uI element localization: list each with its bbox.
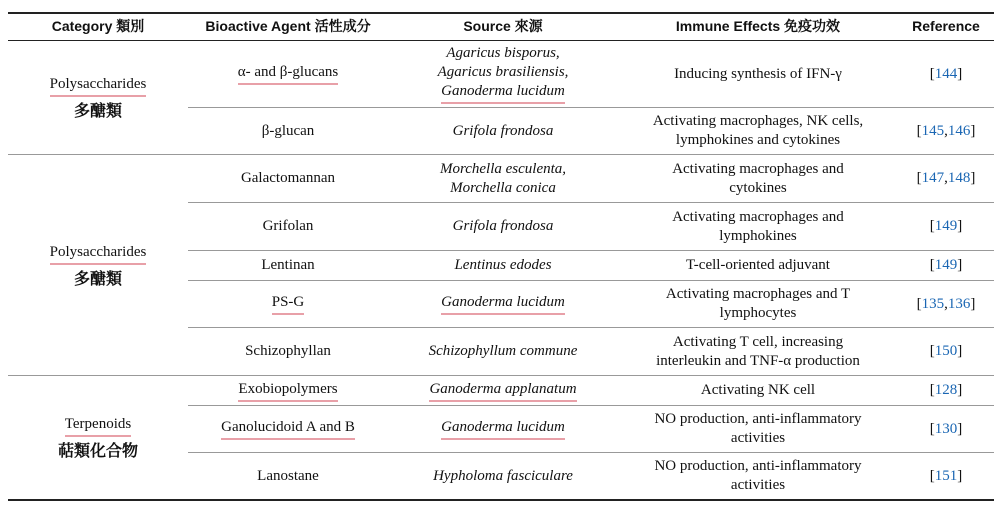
agent-name: Grifolan <box>262 218 314 234</box>
reference-link[interactable]: 151 <box>934 467 958 484</box>
reference-cell: [ 135 , 136 ] <box>916 295 976 312</box>
effects-line: NO production, anti-inflammatory <box>654 458 862 474</box>
reference-cell: [ 128 ] <box>929 382 963 398</box>
agent-name: Ganolucidoid A and B <box>221 418 355 440</box>
agent-cell <box>188 406 388 452</box>
effects-line: Activating T cell, increasing <box>672 333 844 350</box>
agent-cell <box>188 328 388 375</box>
source-cell <box>388 108 618 154</box>
category-name-chinese: 多醣類 <box>73 101 122 120</box>
effects-cell <box>618 281 898 327</box>
reference-link[interactable]: 135 <box>921 295 945 312</box>
effects-line: activities <box>730 477 786 493</box>
effects-cell <box>618 251 898 280</box>
effects-line: activities <box>730 430 786 446</box>
reference-cell: [ 130 ] <box>929 420 963 437</box>
source-line: Hypholoma fasciculare <box>433 467 573 484</box>
source-line: Morchella conica <box>450 179 556 196</box>
effects-cell <box>618 41 898 107</box>
agent-name: α- and β-glucans <box>238 63 338 85</box>
source-line: Ganoderma lucidum <box>441 418 565 440</box>
effects-line: Activating macrophages and T <box>665 286 851 302</box>
source-line: Grifola frondosa <box>452 218 554 234</box>
header-source: Source 來源 <box>463 17 543 34</box>
effects-cell <box>618 328 898 375</box>
agent-cell <box>188 281 388 327</box>
reference-link[interactable]: 148 <box>947 170 971 186</box>
category-cell <box>8 41 188 154</box>
reference-link[interactable]: 130 <box>934 420 958 437</box>
reference-link[interactable]: 150 <box>934 343 958 359</box>
effects-cell <box>618 155 898 202</box>
source-cell <box>388 328 618 375</box>
effects-cell <box>618 108 898 154</box>
effects-line: Activating macrophages and <box>672 208 844 225</box>
effects-line: Activating macrophages and <box>672 160 844 177</box>
source-cell <box>388 376 618 405</box>
source-line: Agaricus brasiliensis, <box>437 64 569 80</box>
source-line: Lentinus edodes <box>454 257 552 273</box>
category-cell <box>8 376 188 499</box>
agent-cell <box>188 108 388 154</box>
header-category: Category 類別 <box>51 17 145 34</box>
reference-link[interactable]: 144 <box>934 65 958 82</box>
reference-link[interactable]: 128 <box>934 382 958 398</box>
reference-link[interactable]: 149 <box>934 218 958 234</box>
agent-name: PS-G <box>272 293 305 315</box>
source-cell <box>388 155 618 202</box>
reference-link[interactable]: 136 <box>947 295 971 312</box>
source-cell <box>388 203 618 250</box>
agent-name: Schizophyllan <box>245 343 331 359</box>
effects-line: lymphocytes <box>719 305 797 321</box>
source-cell <box>388 453 618 499</box>
category-name: Terpenoids <box>65 415 131 437</box>
effects-cell <box>618 203 898 250</box>
agent-name: Galactomannan <box>240 170 336 186</box>
reference-link[interactable]: 149 <box>934 257 958 273</box>
effects-line: lymphokines <box>719 227 797 244</box>
effects-cell <box>618 453 898 499</box>
agent-name: Exobiopolymers <box>238 380 337 402</box>
effects-line: cytokines <box>729 179 787 196</box>
effects-line: lymphokines and cytokines <box>675 132 841 148</box>
header-reference: Reference <box>912 17 980 34</box>
agent-name: β-glucan <box>261 122 315 139</box>
effects-line: Inducing synthesis of IFN-γ <box>674 65 842 82</box>
reference-cell: [ 145 , 146 ] <box>916 122 976 139</box>
source-line: Grifola frondosa <box>452 122 554 139</box>
effects-cell <box>618 376 898 405</box>
agent-name: Lentinan <box>261 257 315 273</box>
agent-cell <box>188 453 388 499</box>
source-cell <box>388 251 618 280</box>
source-cell <box>388 406 618 452</box>
category-cell <box>8 155 188 375</box>
agent-name: Lanostane <box>257 467 319 484</box>
reference-link[interactable]: 146 <box>947 122 971 139</box>
category-name-chinese: 多醣類 <box>73 268 122 288</box>
reference-link[interactable]: 145 <box>921 122 945 139</box>
reference-cell: [ 144 ] <box>929 65 963 82</box>
source-line: Morchella esculenta, <box>439 160 567 177</box>
source-line: Ganoderma lucidum <box>441 82 565 104</box>
source-line: Ganoderma applanatum <box>429 380 576 402</box>
source-line: Ganoderma lucidum <box>441 293 565 315</box>
agent-cell <box>188 155 388 202</box>
agent-cell <box>188 251 388 280</box>
agent-cell <box>188 203 388 250</box>
reference-cell: [ 149 ] <box>929 257 963 273</box>
effects-line: Activating NK cell <box>700 382 816 398</box>
agent-cell <box>188 41 388 107</box>
source-line: Schizophyllum commune <box>428 343 578 359</box>
agent-cell <box>188 376 388 405</box>
reference-cell: [ 151 ] <box>929 467 963 484</box>
effects-line: T-cell-oriented adjuvant <box>686 257 830 273</box>
header-effects: Immune Effects 免疫功效 <box>675 17 841 34</box>
category-name-chinese: 萜類化合物 <box>57 441 138 460</box>
effects-line: Activating macrophages, NK cells, <box>652 113 864 129</box>
reference-cell: [ 147 , 148 ] <box>916 170 976 186</box>
reference-link[interactable]: 147 <box>921 170 945 186</box>
source-cell <box>388 281 618 327</box>
effects-cell <box>618 406 898 452</box>
reference-cell: [ 150 ] <box>929 343 963 359</box>
category-name: Polysaccharides <box>50 75 147 97</box>
source-line: Agaricus bisporus, <box>446 45 560 61</box>
effects-line: interleukin and TNF-α production <box>656 352 860 369</box>
reference-cell: [ 149 ] <box>929 218 963 234</box>
bottom-rule <box>8 499 994 501</box>
immune-effects-table <box>8 12 994 502</box>
effects-line: NO production, anti-inflammatory <box>654 411 862 427</box>
source-cell <box>388 41 618 107</box>
header-agent: Bioactive Agent 活性成分 <box>205 17 371 34</box>
category-name: Polysaccharides <box>50 243 147 265</box>
